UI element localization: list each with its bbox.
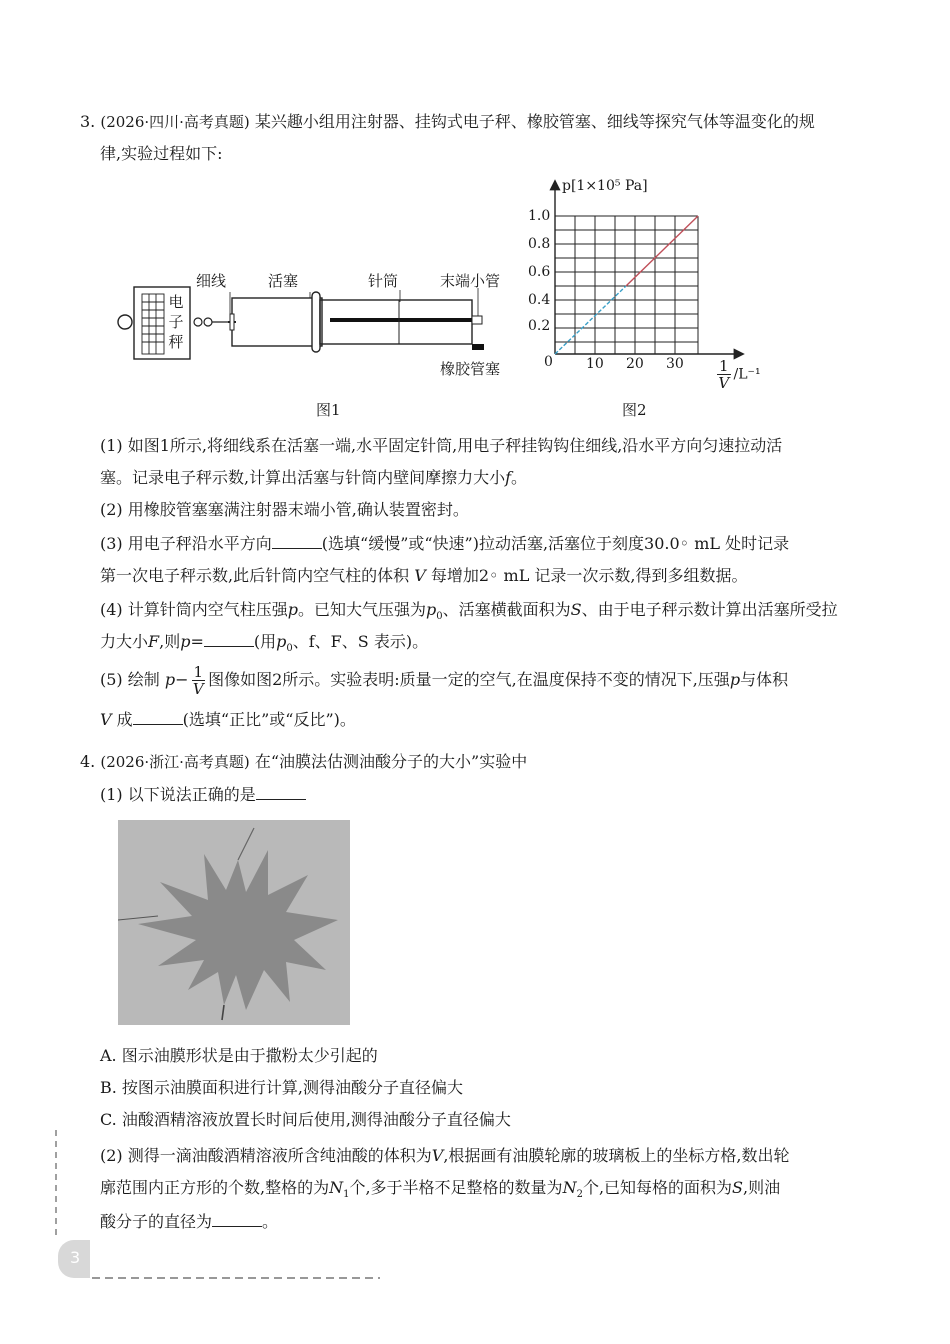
var-p: p bbox=[287, 600, 299, 619]
var-F: F bbox=[148, 632, 160, 651]
q4-line1 bbox=[80, 750, 527, 774]
q4-sub2-b-end: ,则油 bbox=[743, 1178, 781, 1197]
var-V-q4: V bbox=[431, 1146, 444, 1165]
q3-step5-a-rest: 图像如图2所示。实验表明:质量一定的空气,在温度保持不变的情况下,压强 bbox=[208, 670, 730, 689]
var-N2: N bbox=[562, 1178, 577, 1197]
minus-sign: − bbox=[175, 670, 189, 689]
var-N1: N bbox=[329, 1178, 344, 1197]
q3-step5-b-rest: (选填“正比”或“反比”)。 bbox=[182, 710, 356, 729]
fig2-ytick-02: 0.2 bbox=[528, 318, 551, 334]
q3-step4-b-rest: 、f、F、S 表示)。 bbox=[292, 632, 429, 651]
q4-intro: 在“油膜法估测油酸分子的大小”实验中 bbox=[254, 752, 528, 771]
q3-step3-a-text: (3) 用电子秤沿水平方向 bbox=[100, 534, 272, 553]
page-number: 3 bbox=[70, 1248, 81, 1267]
q3-step5-a-text: (5) 绘制 bbox=[100, 670, 160, 689]
q4-sub2-a-rest: ,根据画有油膜轮廓的玻璃板上的坐标方格,数出轮 bbox=[443, 1146, 790, 1165]
q3-step3-b-rest: 每增加2◦ mL 记录一次示数,得到多组数据。 bbox=[430, 566, 748, 585]
var-p0-sub: 0 bbox=[436, 611, 443, 623]
fig2-xtick-30: 30 bbox=[666, 356, 684, 372]
answer-blank-4[interactable] bbox=[204, 632, 254, 647]
piston-outer bbox=[232, 298, 322, 346]
fig2-ylabel: p[1×10⁵ Pa] bbox=[562, 178, 648, 194]
page-border-decoration bbox=[50, 1130, 390, 1290]
q4-sub2-c-text: 酸分子的直径为 bbox=[100, 1212, 213, 1231]
q3-step2: (2) 用橡胶管塞塞满注射器末端小管,确认装置密封。 bbox=[100, 500, 469, 519]
oil-film-photo bbox=[118, 820, 350, 1025]
label-piston: 活塞 bbox=[268, 272, 299, 290]
frac-den: V bbox=[192, 680, 204, 698]
q4-sub2-b-text: 廓范围内正方形的个数,整格的为 bbox=[100, 1178, 330, 1197]
q3-step3-a-rest: (选填“缓慢”或“快速”)拉动活塞,活塞位于刻度30.0◦ mL 处时记录 bbox=[321, 534, 790, 553]
answer-blank-3[interactable] bbox=[272, 534, 322, 549]
var-p0-b-sub: 0 bbox=[286, 643, 293, 655]
q4-sub2-b-text3: 个,已知每格的面积为 bbox=[582, 1178, 733, 1197]
q3-step5-a bbox=[100, 664, 788, 697]
rubber-stopper bbox=[472, 344, 484, 350]
scale-label bbox=[166, 292, 186, 352]
q3-step4-b-text: 力大小 bbox=[100, 632, 149, 651]
label-stopper: 橡胶管塞 bbox=[440, 360, 501, 378]
q4-sub1-text: (1) 以下说法正确的是 bbox=[100, 785, 256, 804]
q3-step5-a-end: 与体积 bbox=[740, 670, 789, 689]
q4-option-a[interactable]: A. 图示油膜形状是由于撒粉太少引起的 bbox=[100, 1046, 378, 1065]
q3-intro-a: 某兴趣小组用注射器、挂钩式电子秤、橡胶管塞、细线等探究气体等温变化的规 bbox=[254, 112, 815, 131]
var-p0-b: p bbox=[276, 632, 287, 651]
hook-icon bbox=[194, 318, 202, 326]
fig2-xtick-20: 20 bbox=[626, 356, 644, 372]
q3-step1-b-text: 塞。记录电子秤示数,计算出活塞与针筒内壁间摩擦力大小 bbox=[100, 468, 506, 487]
fig2-ytick-06: 0.6 bbox=[528, 264, 551, 280]
fig2-ytick-08: 0.8 bbox=[528, 236, 551, 252]
var-N1-sub: 1 bbox=[343, 1189, 350, 1201]
q3-step1-b-end: 。 bbox=[511, 468, 528, 487]
var-S: S bbox=[570, 600, 582, 619]
var-p-5: p bbox=[164, 670, 176, 689]
frac-num: 1 bbox=[193, 663, 204, 681]
var-V: V bbox=[414, 566, 426, 585]
fig2-line-data bbox=[626, 216, 698, 286]
var-N2-sub: 2 bbox=[576, 1189, 583, 1201]
q4-sub2-c-end: 。 bbox=[262, 1212, 279, 1231]
q3-step3-a bbox=[100, 532, 789, 556]
q3-step4-a-text2: 。已知大气压强为 bbox=[298, 600, 427, 619]
q3-number: 3. bbox=[80, 112, 96, 131]
label-barrel: 针筒 bbox=[368, 272, 399, 290]
answer-blank-q4-1[interactable] bbox=[256, 785, 306, 800]
scale-grid bbox=[142, 294, 164, 354]
q3-step3-b-text: 第一次电子秤示数,此后针筒内空气柱的体积 bbox=[100, 566, 410, 585]
fig2-xlabel bbox=[714, 358, 761, 391]
q3-step4-b bbox=[100, 630, 428, 661]
scale-char-1: 电 bbox=[168, 293, 184, 311]
q3-line1 bbox=[80, 110, 815, 134]
var-f: f bbox=[505, 468, 512, 487]
q3-step1-a: (1) 如图1所示,将细线系在活塞一端,水平固定针筒,用电子秤挂钩钩住细线,沿水平方向匀速拉动活 bbox=[100, 436, 783, 455]
q3-step3-b bbox=[100, 564, 748, 588]
q4-option-c[interactable]: C. 油酸酒精溶液放置长时间后使用,测得油酸分子直径偏大 bbox=[100, 1110, 511, 1129]
fig2-ytick-10: 1.0 bbox=[528, 208, 551, 224]
end-tube bbox=[472, 316, 482, 324]
scale-ring-icon bbox=[118, 315, 132, 329]
q4-number: 4. bbox=[80, 752, 96, 771]
scale-char-2: 子 bbox=[168, 313, 184, 331]
var-p0: p bbox=[426, 600, 437, 619]
q4-sub2-a-text: (2) 测得一滴油酸酒精溶液所含纯油酸的体积为 bbox=[100, 1146, 432, 1165]
q4-source: (2026·浙江·高考真题) bbox=[100, 753, 250, 771]
q3-step4-a-text3: 、活塞横截面积为 bbox=[442, 600, 571, 619]
q3-step4-b-text3: (用 bbox=[253, 632, 277, 651]
label-string: 细线 bbox=[196, 272, 227, 290]
var-S-q4: S bbox=[732, 1178, 743, 1197]
equals-sign: = bbox=[190, 632, 204, 651]
var-p-eq: p bbox=[180, 632, 191, 651]
q4-option-b[interactable]: B. 按图示油膜面积进行计算,测得油酸分子直径偏大 bbox=[100, 1078, 464, 1097]
q3-step4-b-text2: ,则 bbox=[159, 632, 181, 651]
q3-step4-a-text: (4) 计算针筒内空气柱压强 bbox=[100, 600, 288, 619]
q3-intro-b: 律,实验过程如下: bbox=[100, 144, 223, 163]
var-V-5: V bbox=[100, 710, 112, 729]
fig2-ytick-04: 0.4 bbox=[528, 292, 551, 308]
fig2-xtick-10: 10 bbox=[586, 356, 604, 372]
fig2-origin: 0 bbox=[544, 354, 553, 370]
fig2-xlabel-num: 1 bbox=[719, 357, 729, 375]
fig1-caption: 图1 bbox=[316, 401, 341, 419]
q4-sub2-b-text2: 个,多于半格不足整格的数量为 bbox=[349, 1178, 563, 1197]
q3-step5-b-text: 成 bbox=[116, 710, 133, 729]
fig2-xlabel-den: V bbox=[718, 374, 730, 392]
barrel-flange bbox=[312, 292, 320, 352]
q3-step5-b bbox=[100, 708, 356, 732]
fig2-caption: 图2 bbox=[622, 401, 647, 419]
label-end-tube: 末端小管 bbox=[440, 272, 501, 290]
scale-char-3: 秤 bbox=[168, 333, 184, 351]
fig2-xlabel-unit: /L⁻¹ bbox=[733, 366, 761, 383]
q3-step1-b bbox=[100, 466, 527, 490]
var-p-5b: p bbox=[729, 670, 741, 689]
q3-step4-a-text4: 、由于电子秤示数计算出活塞所受拉 bbox=[581, 600, 838, 619]
answer-blank-5[interactable] bbox=[133, 710, 183, 725]
q3-source: (2026·四川·高考真题) bbox=[100, 113, 250, 131]
q3-step4-a bbox=[100, 598, 838, 629]
q4-sub1 bbox=[100, 783, 306, 807]
